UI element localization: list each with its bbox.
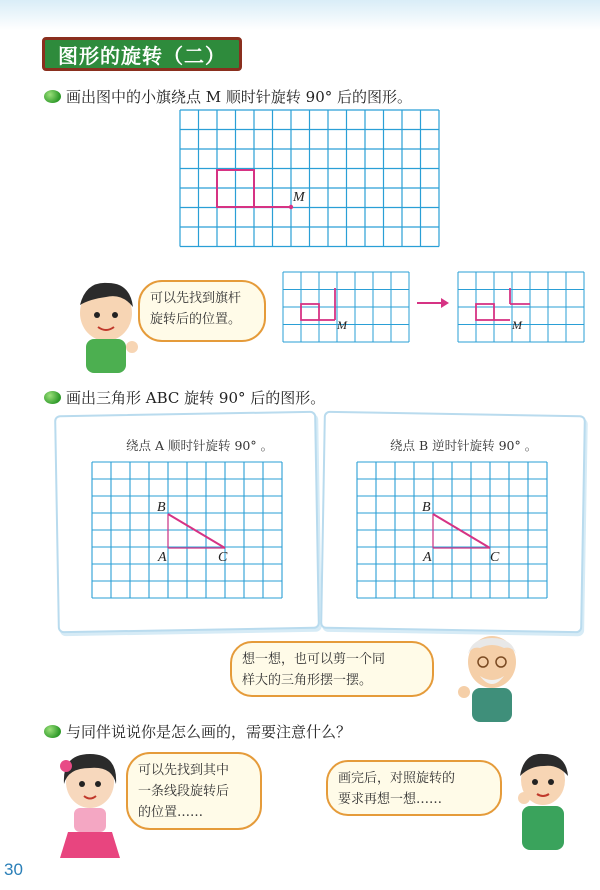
hint-line-1: 可以先找到旗杆 <box>150 291 242 306</box>
panel-right-caption: 绕点 B 逆时针旋转 90° 。 <box>390 438 538 453</box>
teacher-character <box>452 630 532 730</box>
hint-grid-right <box>458 272 586 344</box>
lesson-title: 图形的旋转（二） <box>42 37 242 71</box>
vertex-c-right: C <box>490 550 500 565</box>
triangle-abc-left <box>168 514 225 548</box>
triangle-grid-left <box>92 462 282 600</box>
girl-bubble <box>126 752 262 830</box>
panel-left-caption: 绕点 A 顺时针旋转 90° 。 <box>126 438 274 453</box>
bullet-icon <box>44 725 61 738</box>
hint-bubble <box>138 280 266 342</box>
boy-bubble <box>326 760 502 816</box>
girl-line-2: 一条线段旋转后 <box>138 784 230 799</box>
hint-line-2: 旋转后的位置。 <box>150 312 242 327</box>
triangle-abc-right <box>433 514 490 548</box>
girl-line-1: 可以先找到其中 <box>138 763 230 778</box>
girl-line-3: 的位置…… <box>138 805 204 820</box>
hint-left-m-label: M <box>337 318 347 332</box>
vertex-a-left: A <box>158 550 167 565</box>
girl-character <box>50 748 130 868</box>
flag-grid <box>180 110 440 248</box>
page-number: 30 <box>4 860 23 879</box>
point-m-label: M <box>293 190 305 205</box>
triangle-grid-right <box>357 462 547 600</box>
hint-grid-left <box>283 272 411 344</box>
vertex-b-left: B <box>157 500 166 515</box>
arrow-icon <box>415 297 451 309</box>
teacher-line-2: 样大的三角形摆一摆。 <box>242 673 373 688</box>
hint-right-m-label: M <box>512 318 522 332</box>
top-band <box>0 0 600 30</box>
teacher-line-1: 想一想，也可以剪一个同 <box>242 652 386 667</box>
bullet-icon <box>44 391 61 404</box>
vertex-a-right: A <box>423 550 432 565</box>
vertex-b-right: B <box>422 500 431 515</box>
boy-line-2: 要求再想一想…… <box>338 792 443 807</box>
hint-right-figure <box>476 288 530 320</box>
question-1-text: 画出图中的小旗绕点 M 顺时针旋转 90° 后的图形。 <box>66 88 413 106</box>
vertex-c-left: C <box>218 550 228 565</box>
boy-character-2 <box>508 746 578 866</box>
teacher-bubble <box>230 641 434 697</box>
boy-line-1: 画完后，对照旋转的 <box>338 771 456 786</box>
question-2-text: 画出三角形 ABC 旋转 90° 后的图形。 <box>66 389 326 407</box>
hint-left-figure <box>301 288 335 320</box>
boy-character <box>66 275 146 380</box>
question-3-text: 与同伴说说你是怎么画的，需要注意什么？ <box>66 723 352 741</box>
bullet-icon <box>44 90 61 103</box>
